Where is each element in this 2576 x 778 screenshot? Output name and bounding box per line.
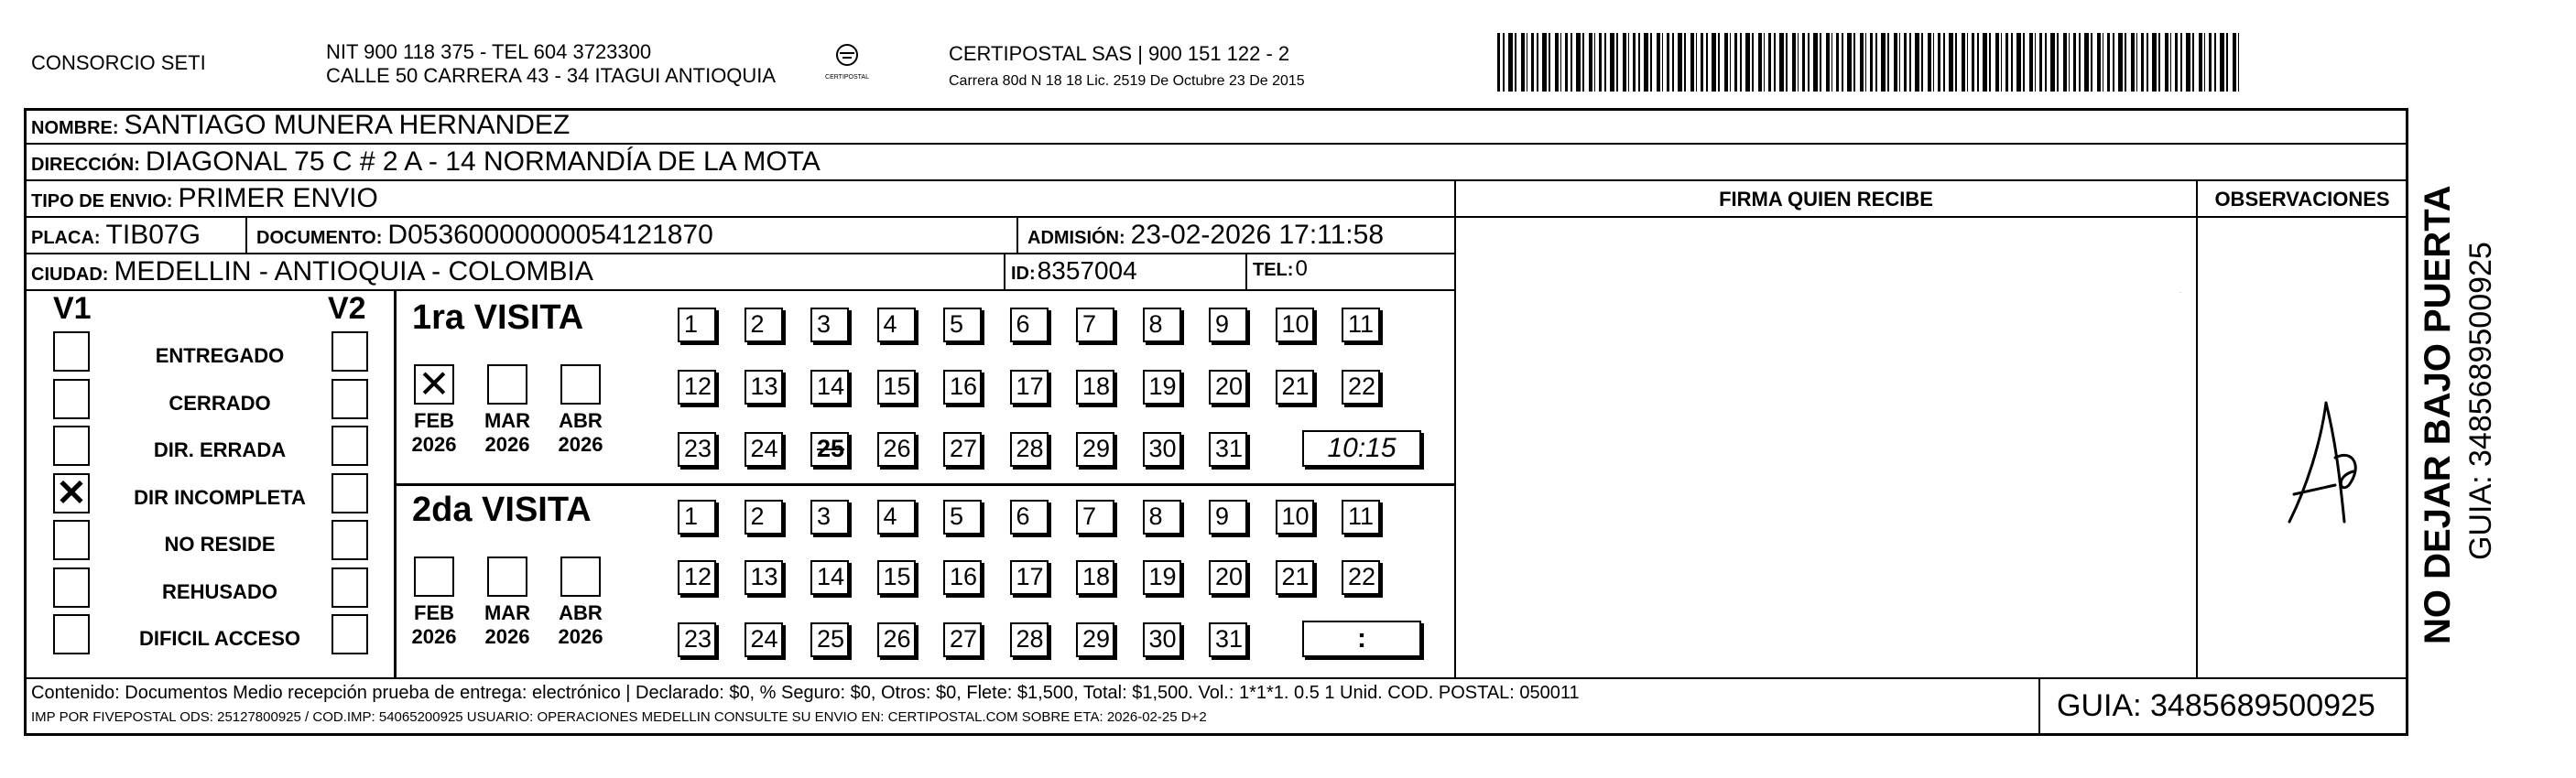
visit2-day-box[interactable]: 24 [745,622,783,657]
status-v1-checkbox[interactable] [53,520,90,560]
visit2-day-box[interactable]: 12 [678,560,716,595]
ciudad-value: MEDELLIN - ANTIOQUIA - COLOMBIA [114,256,593,286]
visit2-day-box[interactable]: 19 [1143,560,1181,595]
status-label: DIR. ERRADA [153,438,287,461]
visit2-day-box[interactable]: 31 [1209,622,1247,657]
tel-field [1253,256,1308,282]
visit2-month-year: 2026 [484,625,530,648]
visit1-day-box[interactable]: 3 [810,308,849,342]
tipo-envio-label: TIPO DE ENVIO: [31,191,173,211]
visit1-day-box[interactable]: 28 [1010,432,1049,467]
visit1-day-box[interactable]: 2 [745,308,783,342]
nombre-field [31,110,570,141]
visit2-day-box[interactable]: 1 [678,500,716,535]
visit1-month-checkbox[interactable] [560,364,601,405]
visit1-day-box[interactable]: 19 [1143,370,1181,405]
footer-contenido: Contenido: Documentos Medio recepción prueba de entrega: electrónico | Declarado: $0, % Seguro: $0, Otros: $0, Flete: $1,500, Total: $1,500. Vol.: 1*1*1. 0.5 1 Unid. COD. POSTAL: 050011 [31,683,1580,703]
id-field [1011,256,1137,286]
status-v1-checkbox[interactable] [53,567,90,608]
visit2-month-checkbox[interactable] [560,556,601,597]
visit2-day-box[interactable]: 6 [1010,500,1049,535]
visit2-day-box[interactable]: 28 [1010,622,1049,657]
visit1-day-box[interactable]: 15 [877,370,916,405]
visit1-day-box[interactable]: 9 [1209,308,1247,342]
visit1-month-checkbox[interactable]: ✕ [414,364,454,405]
footer-imp: IMP POR FIVEPOSTAL ODS: 25127800925 / COD.IMP: 54065200925 USUARIO: OPERACIONES MEDELLIN CONSULTE SU ENVIO EN: CERTIPOSTAL.COM SOBRE ETA: 2026-02-25 D+2 [31,709,1207,725]
license-line: Carrera 80d N 18 18 Lic. 2519 De Octubre 23 De 2015 [949,73,1305,89]
visit1-day-box[interactable]: 18 [1076,370,1114,405]
status-v1-checkbox[interactable] [53,331,90,372]
visit2-day-box[interactable]: 26 [877,622,916,657]
visit1-day-box[interactable]: 8 [1143,308,1181,342]
status-v2-checkbox[interactable] [332,426,368,466]
visit2-day-box[interactable]: 2 [745,500,783,535]
id-value: 8357004 [1037,256,1137,285]
visit1-day-box[interactable]: 20 [1209,370,1247,405]
status-label: REHUSADO [162,579,277,603]
visit1-day-box[interactable]: 31 [1209,432,1247,467]
visit2-day-box[interactable]: 13 [745,560,783,595]
visit1-day-box[interactable]: 23 [678,432,716,467]
visit1-day-box[interactable]: 5 [943,308,982,342]
direccion-label: DIRECCIÓN: [31,155,140,175]
status-label: ENTREGADO [155,344,285,367]
company-name: CONSORCIO SETI [31,51,206,74]
visit2-day-box[interactable]: 21 [1276,560,1314,595]
ciudad-field [31,256,593,287]
svg-text:ATO: ATO [2179,293,2181,294]
visit1-day-box[interactable]: 13 [745,370,783,405]
visit1-day-box[interactable]: 10 [1276,308,1314,342]
visit2-month-label: FEB [414,601,454,624]
visit2-day-box[interactable]: 7 [1076,500,1114,535]
tel-value: 0 [1295,256,1308,281]
status-v2-checkbox[interactable] [332,331,368,372]
visit2-day-box[interactable]: 15 [877,560,916,595]
visit2-day-box[interactable]: 9 [1209,500,1247,535]
admision-field [1027,220,1384,251]
nit-line: NIT 900 118 375 - TEL 604 3723300 [326,40,652,63]
nombre-label: NOMBRE: [31,118,119,138]
visit1-day-box[interactable]: 16 [943,370,982,405]
status-v1-checkbox[interactable] [53,614,90,654]
visit2-day-box[interactable]: 27 [943,622,982,657]
status-label: NO RESIDE [164,533,276,556]
observaciones-header: OBSERVACIONES [2214,188,2390,211]
visit2-month-label: MAR [484,601,531,624]
visit2-day-box[interactable]: 4 [877,500,916,535]
status-label: CERRADO [168,391,271,415]
signature [2179,293,2372,540]
nombre-value: SANTIAGO MUNERA HERNANDEZ [124,110,571,140]
visit1-day-box[interactable]: 29 [1076,432,1114,467]
visit1-month-year: 2026 [484,433,530,456]
tipo-envio-field [31,183,378,214]
visit2-day-box[interactable]: 20 [1209,560,1247,595]
visit2-day-box[interactable]: 17 [1010,560,1049,595]
visit1-day-box[interactable]: 22 [1342,370,1380,405]
visit1-month-label: FEB [414,409,454,432]
status-v1-checkbox[interactable] [53,426,90,466]
id-label: ID: [1011,264,1036,284]
visit1-month-year: 2026 [558,433,603,456]
status-v2-checkbox[interactable] [332,520,368,560]
documento-value: D05360000000054121870 [387,220,713,250]
visit1-month-label: MAR [484,409,531,432]
visit2-title: 2da VISITA [412,491,592,529]
visit1-time-box[interactable]: 10:15 [1302,430,1421,467]
visit2-month-checkbox[interactable] [487,556,527,597]
footer-guia: GUIA: 3485689500925 [2057,688,2375,723]
visit2-month-year: 2026 [558,625,603,648]
visit1-day-box[interactable]: 21 [1276,370,1314,405]
visit2-day-box[interactable]: 10 [1276,500,1314,535]
ciudad-label: CIUDAD: [31,265,109,285]
visit1-title: 1ra VISITA [412,298,584,337]
visit2-day-box[interactable]: 18 [1076,560,1114,595]
visit2-day-box[interactable]: 8 [1143,500,1181,535]
v1-header: V1 [53,291,92,326]
admision-label: ADMISIÓN: [1027,228,1125,248]
visit1-day-box[interactable]: 7 [1076,308,1114,342]
visit2-day-box[interactable]: 29 [1076,622,1114,657]
direccion-value: DIAGONAL 75 C # 2 A - 14 NORMANDÍA DE LA MOTA [145,146,821,177]
tel-label: TEL: [1253,260,1294,280]
address-line: CALLE 50 CARRERA 43 - 34 ITAGUI ANTIOQUIA [326,64,777,87]
placa-label: PLACA: [31,228,101,248]
status-v2-checkbox[interactable] [332,473,368,513]
visit1-day-box[interactable]: 27 [943,432,982,467]
visit2-month-year: 2026 [411,625,457,648]
visit2-day-box[interactable]: 14 [810,560,849,595]
visit2-day-box[interactable]: 11 [1342,500,1380,535]
visit2-day-box[interactable]: 22 [1342,560,1380,595]
visit2-month-label: ABR [559,601,603,624]
barcode [1497,33,2239,92]
visit2-day-box[interactable]: 25 [810,622,849,657]
visit2-day-box[interactable]: 3 [810,500,849,535]
firma-header: FIRMA QUIEN RECIBE [1719,188,1933,211]
visit1-day-box[interactable]: 30 [1143,432,1181,467]
placa-field [31,220,201,251]
visit2-time-box[interactable]: : [1302,621,1421,657]
status-v2-checkbox[interactable] [332,567,368,608]
visit1-month-label: ABR [559,409,603,432]
status-label: DIFICIL ACCESO [138,627,300,650]
visit2-day-box[interactable]: 5 [943,500,982,535]
certipostal-seal-icon [825,42,869,88]
tipo-envio-value: PRIMER ENVIO [178,183,378,213]
visit2-month-checkbox[interactable] [414,556,454,597]
visit1-day-box[interactable]: 4 [877,308,916,342]
visit1-day-box[interactable]: 25 [810,432,849,467]
documento-label: DOCUMENTO: [256,228,383,248]
documento-field [256,220,713,251]
visit1-day-box[interactable]: 14 [810,370,849,405]
visit1-day-box[interactable]: 26 [877,432,916,467]
side-warning: NO DEJAR BAJO PUERTA [2418,185,2458,644]
side-guia: GUIA: 3485689500925 [2463,242,2498,560]
certipostal-line: CERTIPOSTAL SAS | 900 151 122 - 2 [949,42,1290,65]
status-v1-checkbox[interactable] [53,379,90,419]
visit2-day-box[interactable]: 23 [678,622,716,657]
visit1-month-checkbox[interactable] [487,364,527,405]
v2-header: V2 [328,291,366,326]
direccion-field [31,146,821,178]
visit1-day-box[interactable]: 1 [678,308,716,342]
admision-value: 23-02-2026 17:11:58 [1130,220,1385,250]
visit1-day-box[interactable]: 17 [1010,370,1049,405]
visit1-day-box[interactable]: 12 [678,370,716,405]
status-label: DIR INCOMPLETA [134,485,306,509]
visit1-day-box[interactable]: 6 [1010,308,1049,342]
visit1-day-box[interactable]: 24 [745,432,783,467]
status-v2-checkbox[interactable] [332,379,368,419]
visit2-day-box[interactable]: 16 [943,560,982,595]
status-v1-checkbox[interactable]: ✕ [53,473,90,513]
visit1-day-box[interactable]: 11 [1342,308,1380,342]
visit1-month-year: 2026 [411,433,457,456]
status-v2-checkbox[interactable] [332,614,368,654]
placa-value: TIB07G [105,220,201,250]
visit2-day-box[interactable]: 30 [1143,622,1181,657]
seal-text: CERTIPOSTAL [825,74,869,81]
